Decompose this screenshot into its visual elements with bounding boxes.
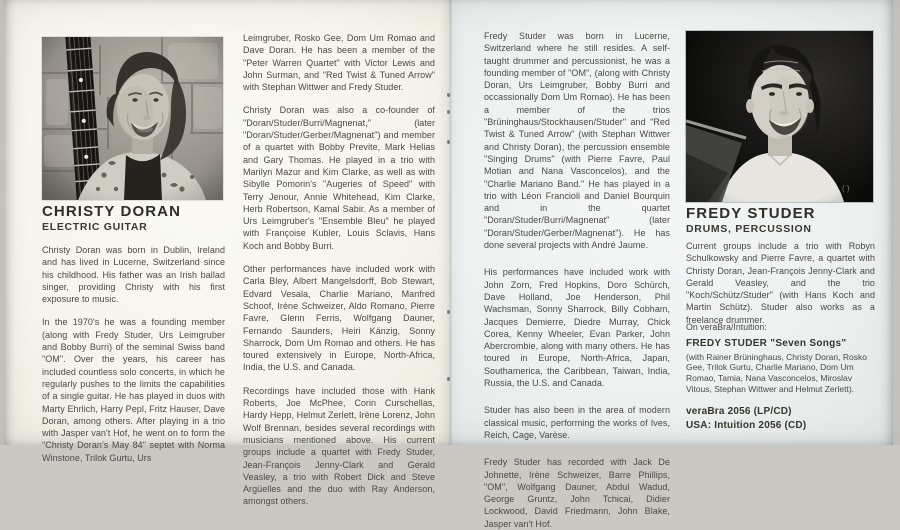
bio-paragraph: Studer has also been in the area of modern classical music, performing the works of Ives, Reich, Cage, Varèse. bbox=[484, 405, 670, 440]
artist-role-fredy: DRUMS, PERCUSSION bbox=[686, 223, 812, 235]
column-2 bbox=[243, 32, 435, 508]
bio-paragraph: Other performances have included work with Carla Bley, Albert Mangelsdorff, Bob Stewart, Edvard Vesala, Charlie Mariano, Manfred Schoof, Irène Schweizer, Aldo Romano, Pierre Favre, Glenn Ferris, Wolfgang Dauner, Fernando Saunders, Heiri Känzig, Sonny Sharrock, Dom Um Romao and others. He has toured extensively in Europe, North-Africa, India, the U.S. and Canada. bbox=[243, 264, 435, 373]
staple-dot bbox=[447, 93, 450, 97]
album-credits: (with Rainer Brüninghaus, Christy Doran, Rosko Gee, Trilok Gurtu, Charlie Mariano, Dom Um Romao, Tamia, Nana Vasconcelos, Miroslav Vitous, Stephan Wittwer and Helmut Zerlett). bbox=[686, 351, 867, 394]
catalog-number-us: USA: Intuition 2056 (CD) bbox=[686, 419, 807, 431]
fredy-studer-photo bbox=[686, 31, 873, 202]
artist-name-fredy: FREDY STUDER bbox=[686, 205, 816, 222]
column-4 bbox=[686, 240, 875, 326]
staple-dot bbox=[447, 377, 450, 381]
discography bbox=[686, 322, 878, 432]
bio-paragraph: Current groups include a trio with Robyn Schulkowsky and Pierre Favre, a quartet with Christy Doran, Jean-François Jenny-Clark and Gerald Veasley, and the trio "Koch/Schütz/Studer" (with Hans Koch and Martin Schütz). Studer also works as a freelance drummer. bbox=[686, 241, 875, 325]
bio-paragraph: Leimgruber, Rosko Gee, Dom Um Romao and Dave Doran. He has been a member of the "Peter Warren Quartet" with Victor Lewis and John Surman, and "Red Twist & Tuned Arrow" with Stephan Wittwer and Fredy Studer. bbox=[243, 33, 435, 93]
bio-paragraph: Fredy Studer was born in Lucerne, Switzerland where he still resides. A self-taught drummer and percussionist, he was a founding member of "OM", (along with Christy Doran, Urs Leimgruber, Bobby Burri and occassionally Dom Um Romao). He has been a member of the trios "Brüninghaus/Stockhausen/Studer" and "Red Twist & Tuned Arrow" (with Stephan Wittwer and Christy Doran), the percussion ensemble "Singing Drums" (with Pierre Favre, Paul Motian and Nana Vasconcelos), and the "Charlie Mariano Band." He has played in a trio with Léon Francioli and Daniel Bourquin and in the quartet "Doran/Studer/Burri/Magnenat" (later "Doran/Studer/Gerber/Magnenat"). He has done several projects with André Jaume. bbox=[484, 31, 670, 251]
artist-name-christy: CHRISTY DORAN bbox=[42, 203, 182, 220]
christy-portrait-graphic bbox=[42, 37, 223, 200]
fredy-portrait-graphic bbox=[686, 31, 873, 202]
staple-dot bbox=[447, 310, 450, 314]
bio-paragraph: His performances have included work with John Zorn, Fred Hopkins, Doro Schürch, Dave Holland, Joe Henderson, Phil Wachsman, Sonny Sharrock, Billy Cobham, Jacques Demierre, Diedre Murray, Chick Corea, Kenny Wheeler, Evan Parker, John Abercrombie, along with many others. He has toured in Europe, North-Africa, Japan, Southamerica, the Caribbean, Taiwan, India, Russia, the U.S. and Canada. bbox=[484, 267, 670, 389]
bio-paragraph: Christy Doran was also a co-founder of "Doran/Studer/Burri/Magnenat," (later "Doran/Studer/Gerber/Magnenat") and member of a quartet with Bobby Previte, Mark Helias and Gary Thomas. He played in a trio with Marilyn Mazur and Kim Clarke, as well as with Sibylle Pomorin's "Augeries of Speed" with Terry Jenour, Annie Whitehead, Kim Clarke, Herb Robertson, Kamal Sabir. As a member of Urs Leimgruber's "Ensemble Bleu" he played with Françoise Kubler, Louis Sclavis, Hans Koch and Bobby Burri. bbox=[243, 105, 435, 251]
christy-doran-photo bbox=[42, 37, 223, 200]
column-3 bbox=[484, 30, 670, 530]
discography-heading: On veraBra/Intuition: bbox=[686, 322, 767, 332]
album-title: FREDY STUDER "Seven Songs" bbox=[686, 337, 847, 349]
bio-paragraph: Recordings have included those with Hank Roberts, Joe McPhee, Corin Curschellas, Hardy Hepp, Helmut Zerlett, Irène Lorenz, John Wolf Brennan, besides several recordings with musicians mentioned above. His current groups include a quartet with Fredy Studer, Jean-François Jenny-Clark and Gerald Veasley, a trio with Robert Dick and Steve Argüelles and the duo with Ray Anderson, amongst others. bbox=[243, 385, 435, 507]
staple-dot bbox=[447, 140, 450, 144]
bio-paragraph: Christy Doran was born in Dublin, Ireland and has lived in Lucerne, Switzerland since his childhood. His father was an Irish ballad singer, providing Christy with his first exposure to music. bbox=[42, 245, 225, 305]
staple-dot bbox=[447, 110, 450, 114]
catalog-number-lp: veraBra 2056 (LP/CD) bbox=[686, 406, 792, 418]
bio-paragraph: Fredy Studer has recorded with Jack De Johnette, Irène Schweizer, Barre Phillips, "OM", Wolfgang Dauner, Abdul Wadud, George Gruntz, John Tchicai, Didier Lockwood, David Friedmann, John Blake, Jasper van't Hof. bbox=[484, 457, 670, 529]
bio-paragraph: In the 1970's he was a founding member (along with Fredy Studer, Urs Leimgruber and Bobby Burri) of the seminal Swiss band "OM". Over the years, his career has included countless solo concerts, in which he regularly pushes to the limits the capabilities of a single guitar. He has played in duos with Marty Ehrlich, Harry Pepl, Fritz Hauser, Dave Doran, among others. After playing in a trio with Jasper van't Hof, he went on to form the "Christy Doran's May 84" septet with Norma Winstone, Trilok Gurtu, Urs bbox=[42, 317, 225, 463]
column-1 bbox=[42, 244, 225, 464]
artist-role-christy: ELECTRIC GUITAR bbox=[42, 221, 148, 233]
